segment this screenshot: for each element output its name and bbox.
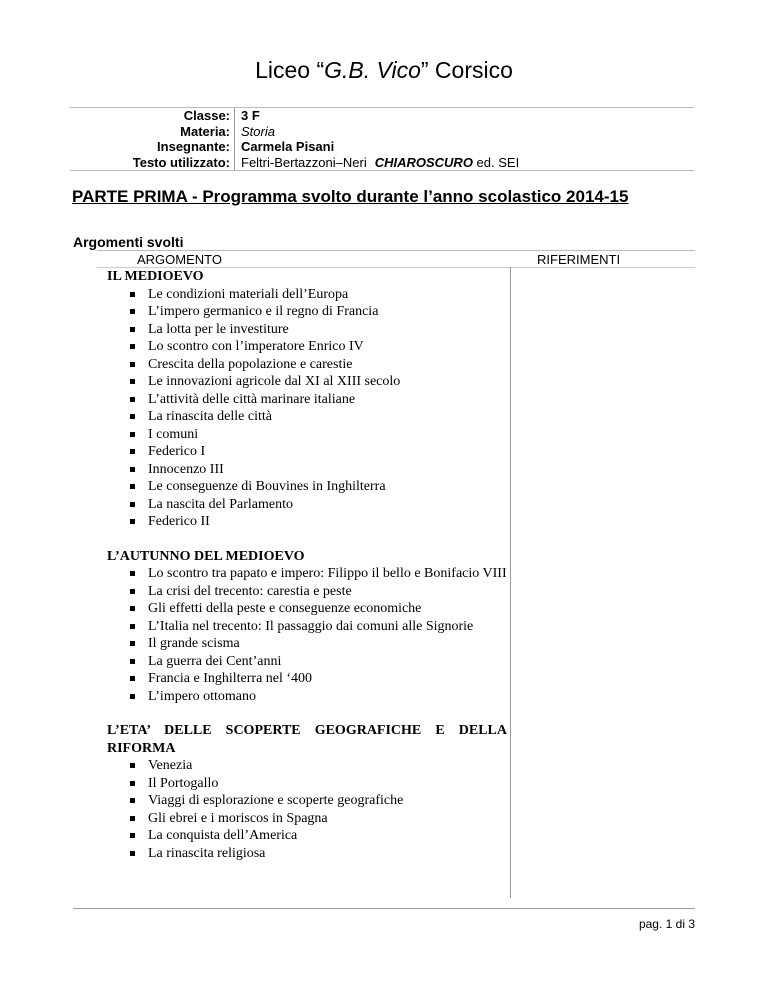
topic-item: Crescita della popolazione e carestie — [107, 356, 507, 374]
info-row-materia — [70, 124, 694, 140]
info-row-testo — [70, 155, 694, 171]
classe-value: 3 F — [241, 108, 260, 123]
info-row-classe — [70, 108, 694, 124]
topic-item: Le innovazioni agricole dal XI al XIII secolo — [107, 373, 507, 391]
materia-label: Materia: — [70, 124, 235, 140]
program-table — [97, 250, 695, 898]
topic-item: Il Portogallo — [107, 775, 507, 793]
section-medioevo — [107, 268, 507, 531]
topic-item: La conquista dell’America — [107, 827, 507, 845]
topic-item: L’attività delle città marinare italiane — [107, 391, 507, 409]
section-title: IL MEDIOEVO — [107, 269, 204, 284]
topic-item: La rinascita delle città — [107, 408, 507, 426]
topic-item: I comuni — [107, 426, 507, 444]
topic-item: Le conseguenze di Bouvines in Inghilterra — [107, 478, 507, 496]
page-number: pag. 1 di 3 — [638, 917, 695, 931]
topic-item: Venezia — [107, 757, 507, 775]
testo-publisher: ed. SEI — [472, 154, 520, 170]
title-suffix: ” Corsico — [420, 57, 513, 83]
topic-item: L’Italia nel trecento: Il passaggio dai comuni alle Signorie — [107, 618, 507, 636]
topic-item: Innocenzo III — [107, 461, 507, 479]
topic-list — [107, 286, 507, 531]
title-prefix: Liceo “ — [255, 57, 325, 83]
document-title — [0, 57, 768, 84]
section-scoperte-riforma — [107, 722, 507, 862]
info-table — [70, 107, 694, 171]
topic-item: La guerra dei Cent’anni — [107, 653, 507, 671]
insegnante-value: Carmela Pisani — [241, 139, 335, 154]
topic-item: La crisi del trecento: carestia e peste — [107, 583, 507, 601]
topic-item: Viaggi di esplorazione e scoperte geografiche — [107, 792, 507, 810]
topics-column — [107, 268, 507, 862]
args-heading: Argomenti svolti — [73, 234, 184, 250]
topic-item: Le condizioni materiali dell’Europa — [107, 286, 507, 304]
topic-item: Federico II — [107, 513, 507, 531]
topic-list — [107, 565, 507, 705]
topic-item: Gli effetti della peste e conseguenze economiche — [107, 600, 507, 618]
topic-list — [107, 757, 507, 862]
topic-item: Francia e Inghilterra nel ‘400 — [107, 670, 507, 688]
column-header-argomento: ARGOMENTO — [137, 252, 222, 267]
topic-item: Federico I — [107, 443, 507, 461]
column-divider — [510, 267, 511, 898]
topic-item: Lo scontro con l’imperatore Enrico IV — [107, 338, 507, 356]
section-autunno-medioevo — [107, 548, 507, 706]
column-header-riferimenti: RIFERIMENTI — [537, 252, 621, 267]
testo-value — [235, 155, 519, 171]
section-title: L’AUTUNNO DEL MEDIOEVO — [107, 548, 305, 564]
topic-item: Gli ebrei e i moriscos in Spagna — [107, 810, 507, 828]
testo-label: Testo utilizzato: — [70, 155, 235, 171]
info-row-insegnante — [70, 139, 694, 155]
topic-item: Lo scontro tra papato e impero: Filippo il bello e Bonifacio VIII — [107, 565, 507, 583]
topic-item: L’impero germanico e il regno di Francia — [107, 303, 507, 321]
topic-item: L’impero ottomano — [107, 688, 507, 706]
topic-item: Il grande scisma — [107, 635, 507, 653]
insegnante-label: Insegnante: — [70, 139, 235, 155]
footer-divider — [73, 908, 695, 909]
section-title: L’ETA’ DELLE SCOPERTE GEOGRAFICHE E DELLA RIFORMA — [107, 723, 507, 756]
topic-item: La nascita del Parlamento — [107, 496, 507, 514]
testo-book: CHIAROSCURO — [374, 154, 473, 170]
topic-item: La rinascita religiosa — [107, 845, 507, 863]
classe-label: Classe: — [70, 108, 235, 124]
materia-value: Storia — [241, 123, 275, 139]
topic-item: La lotta per le investiture — [107, 321, 507, 339]
title-school-name: G.B. Vico — [324, 57, 421, 83]
part-title: PARTE PRIMA - Programma svolto durante l’anno scolastico 2014-15 — [72, 187, 629, 206]
testo-authors: Feltri-Bertazzoni–Neri — [241, 154, 367, 170]
